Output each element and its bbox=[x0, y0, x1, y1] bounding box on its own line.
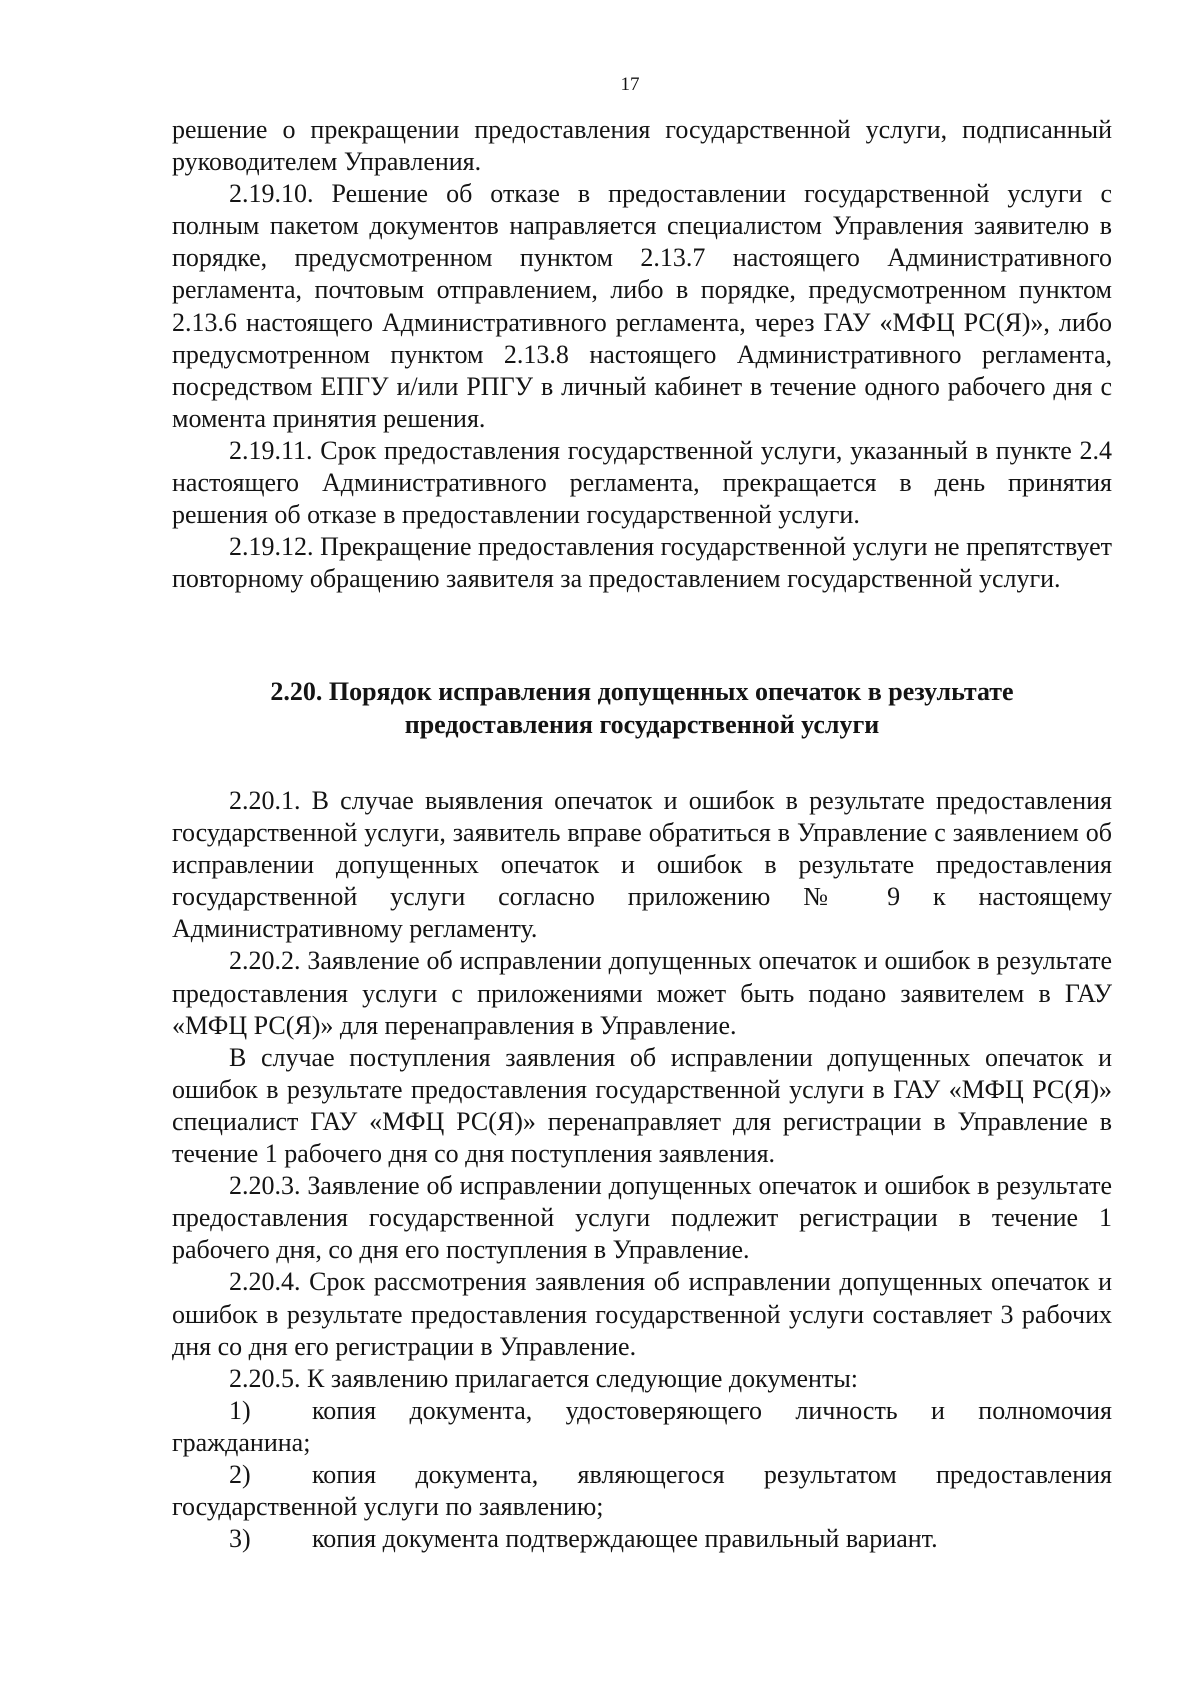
list-item-text: копия документа, удостоверяющего личность и полномочия гражданина; bbox=[172, 1395, 1112, 1457]
page-number: 17 bbox=[620, 74, 640, 95]
paragraph-2-19-10: 2.19.10. Решение об отказе в предоставлении государственной услуги с полным пакетом документов направляется специалистом Управления заявителю в порядке, предусмотренном пунктом 2.13.7 настоящего Административного регламента, почтовым отправлением, либо в порядке, предусмотренном пунктом 2.13.6 настоящего Административного регламента, через ГАУ «МФЦ РС(Я)», либо предусмотренном пунктом 2.13.8 настоящего Административного регламента, посредством ЕПГУ и/или РПГУ в личный кабинет в течение одного рабочего дня с момента принятия решения. bbox=[172, 179, 1112, 433]
paragraph-2-20-2: 2.20.2. Заявление об исправлении допущенных опечаток и ошибок в результате предоставления услуги с приложениями может быть подано заявителем в ГАУ «МФЦ РС(Я)» для перенаправления в Управление. bbox=[172, 946, 1112, 1040]
paragraph-continuation: решение о прекращении предоставления государственной услуги, подписанный руководителем Управления. bbox=[172, 115, 1112, 177]
list-item-number: 2) bbox=[229, 1459, 251, 1489]
paragraph-2-19-11: 2.19.11. Срок предоставления государственной услуги, указанный в пункте 2.4 настоящего Административного регламента, прекращается в день принятия решения об отказе в предоставлении государственной услуги. bbox=[172, 435, 1112, 530]
list-item-text: копия документа подтверждающее правильный вариант. bbox=[312, 1524, 938, 1554]
list-item-number: 3) bbox=[229, 1524, 251, 1554]
paragraph-2-20-4: 2.20.4. Срок рассмотрения заявления об исправлении допущенных опечаток и ошибок в результате предоставления государственной услуги составляет 3 рабочих дня со дня его регистрации в Управление. bbox=[172, 1267, 1112, 1361]
list-item bbox=[172, 1523, 1112, 1555]
list-item-number: 1) bbox=[229, 1395, 251, 1425]
paragraph-mfc-forwarding: В случае поступления заявления об исправлении допущенных опечаток и ошибок в результате предоставления государственной услуги в ГАУ «МФЦ РС(Я)» специалист ГАУ «МФЦ РС(Я)» перенаправляет для регистрации в Управление в течение 1 рабочего дня со дня поступления заявления. bbox=[172, 1042, 1112, 1169]
section-2-20-body bbox=[172, 785, 1112, 1555]
paragraph-2-20-5: 2.20.5. К заявлению прилагается следующие документы: bbox=[229, 1363, 859, 1393]
paragraph-2-20-3: 2.20.3. Заявление об исправлении допущенных опечаток и ошибок в результате предоставления государственной услуги подлежит регистрации в течение 1 рабочего дня, со дня его поступления в Управление. bbox=[172, 1171, 1112, 1265]
section-heading-line-2: предоставления государственной услуги bbox=[404, 709, 880, 739]
section-heading-line-1: 2.20. Порядок исправления допущенных опечаток в результате bbox=[270, 677, 1014, 706]
section-heading-2-20 bbox=[172, 676, 1112, 741]
list-item-text: копия документа, являющегося результатом предоставления государственной услуги по заявлению; bbox=[172, 1459, 1112, 1522]
top-text-block bbox=[172, 114, 1112, 595]
list-item bbox=[172, 1459, 1112, 1523]
paragraph-2-19-12: 2.19.12. Прекращение предоставления государственной услуги не препятствует повторному обращению заявителя за предоставлением государственной услуги. bbox=[172, 532, 1112, 594]
list-item bbox=[172, 1395, 1112, 1459]
paragraph-2-20-1: 2.20.1. В случае выявления опечаток и ошибок в результате предоставления государственной услуги, заявитель вправе обратиться в Управление с заявлением об исправлении допущенных опечаток и ошибок в результате предоставления государственной услуги согласно приложению № 9 к настоящему Административному регламенту. bbox=[172, 786, 1112, 944]
